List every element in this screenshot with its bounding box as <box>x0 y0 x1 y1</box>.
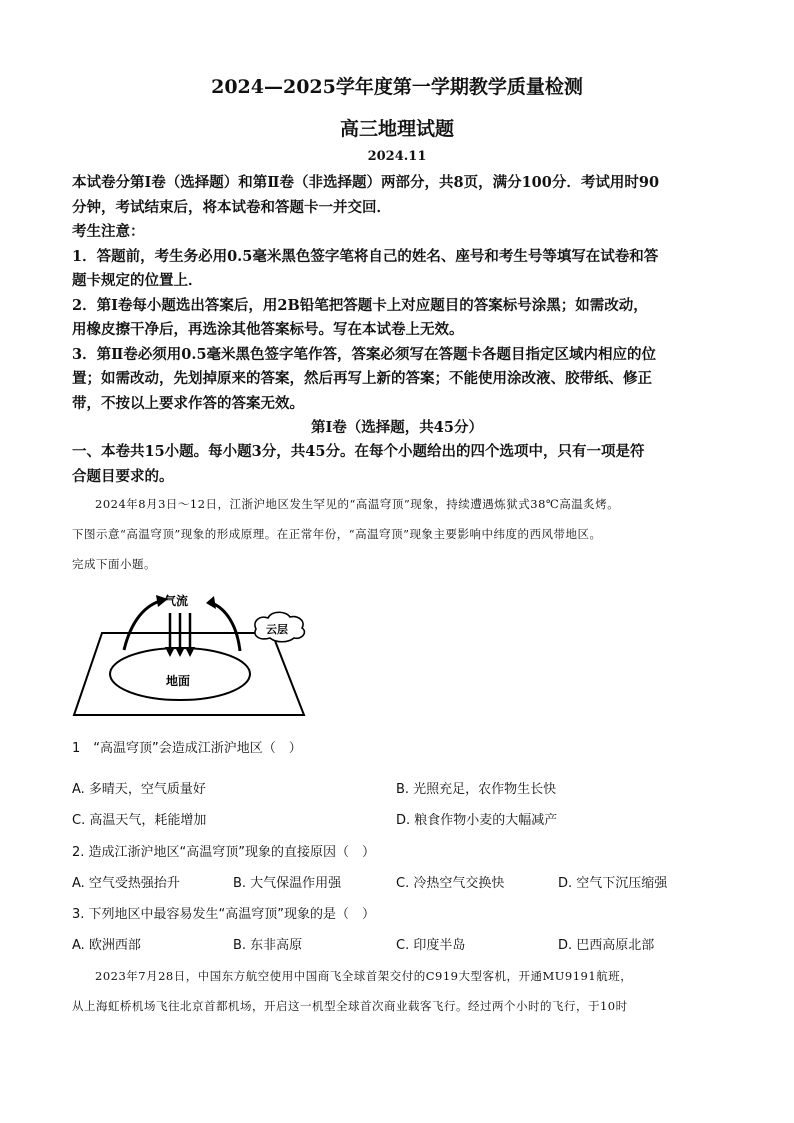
intro-line: 分钟，考试结束后，将本试卷和答题卡一并交回． <box>72 198 391 216</box>
q3-option-d: D. 巴西高原北部 <box>558 938 655 953</box>
intro-line: 本试卷分第Ⅰ卷（选择题）和第Ⅱ卷（非选择题）两部分，共8页，满分100分．考试用时90 <box>72 174 660 191</box>
notice-item-1: 1．答题前，考生务必用0.5毫米黑色签字笔将自己的姓名、座号和考生号等填写在试卷和答 <box>72 247 659 265</box>
arrow-head-icon <box>165 647 175 657</box>
q3-option-a: A. 欧洲西部 <box>72 938 141 953</box>
airflow-label: 气流 <box>164 594 189 608</box>
q2-option-d: D. 空气下沉压缩强 <box>558 876 668 891</box>
airflow-arrow-left <box>124 601 160 650</box>
material-2 <box>72 961 724 1021</box>
exam-title: 2024—2025学年度第一学期教学质量检测 <box>211 76 583 98</box>
q1-option-a: A. 多晴天，空气质量好 <box>72 782 206 797</box>
section-instructions <box>72 440 724 489</box>
material-line: 下图示意“高温穹顶”现象的形成原理。在正常年份，“高温穹顶”现象主要影响中纬度的西风带地区。 <box>72 527 602 541</box>
q1-option-c: C. 高温天气，耗能增加 <box>72 813 207 828</box>
material-1 <box>72 489 724 579</box>
q3-option-b: B. 东非高原 <box>233 938 303 953</box>
arrow-head-icon <box>175 647 185 657</box>
cloud-label: 云层 <box>266 623 288 636</box>
q1-option-b: B. 光照充足，农作物生长快 <box>396 782 557 797</box>
notice-item-3-cont: 带，不按以上要求作答的答案无效。 <box>72 394 304 412</box>
material-line: 从上海虹桥机场飞往北京首都机场，开启这一机型全球首次商业载客飞行。经过两个小时的飞行，于10时 <box>72 999 628 1013</box>
material-line: 2024年8月3日～12日，江浙沪地区发生罕见的“高温穹顶”现象，持续遭遇炼狱式38℃高温炙烤。 <box>95 497 620 511</box>
notice-item-3: 3．第Ⅱ卷必须用0.5毫米黑色签字笔作答，答案必须写在答题卡各题目指定区域内相应的位 <box>72 345 657 363</box>
q2-option-a: A. 空气受热强抬升 <box>72 876 180 891</box>
heat-dome-diagram <box>72 585 322 730</box>
exam-subtitle: 高三地理试题 <box>339 118 454 140</box>
q3-option-c: C. 印度半岛 <box>396 938 466 953</box>
section-instructions-line: 合题目要求的。 <box>72 467 174 485</box>
section-instructions-line: 一、本卷共15小题。每小题3分，共45分。在每个小题给出的四个选项中，只有一项是符 <box>72 443 645 460</box>
material-line: 2023年7月28日，中国东方航空使用中国商飞全球首架交付的C919大型客机，开通MU9191航班， <box>95 969 633 983</box>
section-heading: 第Ⅰ卷（选择题，共45分） <box>311 419 483 436</box>
q2-option-b: B. 大气保温作用强 <box>233 876 342 891</box>
ground-label: 地面 <box>166 674 191 688</box>
notice-item-2-cont: 用橡皮擦干净后，再选涂其他答案标号。写在本试卷上无效。 <box>72 321 464 338</box>
notice-item-1-cont: 题卡规定的位置上． <box>72 272 203 289</box>
material-line: 完成下面小题。 <box>72 557 156 571</box>
q2-option-c: C. 冷热空气交换快 <box>396 876 505 891</box>
notice-item-3-cont: 置；如需改动，先划掉原来的答案，然后再写上新的答案；不能使用涂改液、胶带纸、修正 <box>72 370 652 387</box>
question-3-stem: 3. 下列地区中最容易发生“高温穹顶”现象的是（ ） <box>72 907 376 922</box>
question-1-stem: 1 “高温穹顶”会造成江浙沪地区（ ） <box>72 741 302 756</box>
arrow-head-icon <box>206 596 216 609</box>
notice-item-2: 2．第Ⅰ卷每小题选出答案后，用2B铅笔把答题卡上对应题目的答案标号涂黑；如需改动， <box>72 296 648 314</box>
notice-title: 考生注意： <box>72 223 145 240</box>
airflow-arrow-right <box>212 603 240 651</box>
q1-option-d: D. 粮食作物小麦的大幅减产 <box>396 813 558 828</box>
instructions-block <box>72 171 724 416</box>
exam-date: 2024.11 <box>367 149 427 164</box>
question-2-stem: 2. 造成江浙沪地区“高温穹顶”现象的直接原因（ ） <box>72 845 376 860</box>
arrow-head-icon <box>185 647 195 657</box>
